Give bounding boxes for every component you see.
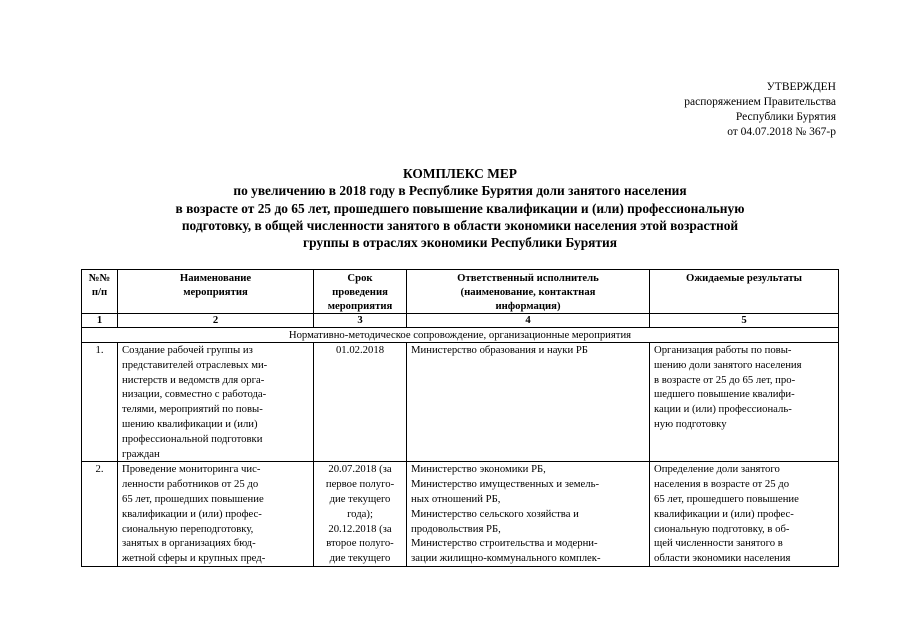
section-row <box>82 328 839 343</box>
table-header-row <box>82 270 839 314</box>
measures-table <box>81 269 839 567</box>
header-term: Срок проведения мероприятия <box>314 270 407 314</box>
table-row <box>82 343 839 462</box>
column-numbers-row <box>82 314 839 328</box>
approval-stamp <box>556 80 836 140</box>
section-title: Нормативно-методическое сопровождение, организационные мероприятия <box>82 328 839 343</box>
approval-line: от 04.07.2018 № 367-р <box>727 126 836 138</box>
title-line: в возрасте от 25 до 65 лет, прошедшего повышение квалификации и (или) профессиональную <box>175 200 745 216</box>
measure-result: Определение доли занятого населения в возрасте от 25 до 65 лет, прошедшего повышение квалификации и (или) профес- сиональную подготовку, в об- щей численности занятого в области экономики населения <box>650 462 839 567</box>
approval-line: Республики Бурятия <box>735 111 836 123</box>
header-num: №№ п/п <box>82 270 118 314</box>
title-line: подготовку, в общей численности занятого в области экономики населения этой возрастной <box>181 217 739 233</box>
measure-executor: Министерство образования и науки РБ <box>407 343 650 462</box>
document-title <box>90 165 830 251</box>
column-number: 5 <box>650 314 839 328</box>
header-name: Наименование мероприятия <box>118 270 314 314</box>
measure-name: Создание рабочей группы из представителей отраслевых ми- нистерств и ведомств для орга- низации, совместно с работода- телями, мероприятий по повы- шению квалификации и (или) профессиональной подготовки граждан <box>118 343 314 462</box>
measure-result: Организация работы по повы- шению доли занятого населения в возрасте от 25 до 65 лет, про- шедшего повышение квалифи- кации и (или) профессиональ- ную подготовку <box>650 343 839 462</box>
measure-name: Проведение мониторинга чис- ленности работников от 25 до 65 лет, прошедших повышение квалификации и (или) профес- сиональную переподготовку, занятых в организациях бюд- жетной сферы и крупных пред- <box>118 462 314 567</box>
title-line: по увеличению в 2018 году в Республике Бурятия доли занятого населения <box>233 183 687 199</box>
approval-line: УТВЕРЖДЕН <box>766 81 836 93</box>
row-number: 1. <box>82 343 118 462</box>
column-number: 2 <box>118 314 314 328</box>
title-line: КОМПЛЕКС МЕР <box>403 166 517 181</box>
header-executor: Ответственный исполнитель (наименование, контактная информация) <box>407 270 650 314</box>
measure-executor: Министерство экономики РБ, Министерство имущественных и земель- ных отношений РБ, Министерство сельского хозяйства и продовольствия РБ, Министерство строительства и модерни- зации жилищно-коммунального комплек- <box>407 462 650 567</box>
measure-term: 20.07.2018 (за первое полуго- дие текущего года); 20.12.2018 (за второе полуго- дие текущего <box>314 462 407 567</box>
approval-line: распоряжением Правительства <box>684 96 836 108</box>
table-row <box>82 462 839 567</box>
measure-term: 01.02.2018 <box>314 343 407 462</box>
title-line: группы в отраслях экономики Республики Бурятия <box>303 235 617 251</box>
row-number: 2. <box>82 462 118 567</box>
header-result: Ожидаемые результаты <box>650 270 839 314</box>
column-number: 4 <box>407 314 650 328</box>
column-number: 3 <box>314 314 407 328</box>
column-number: 1 <box>82 314 118 328</box>
